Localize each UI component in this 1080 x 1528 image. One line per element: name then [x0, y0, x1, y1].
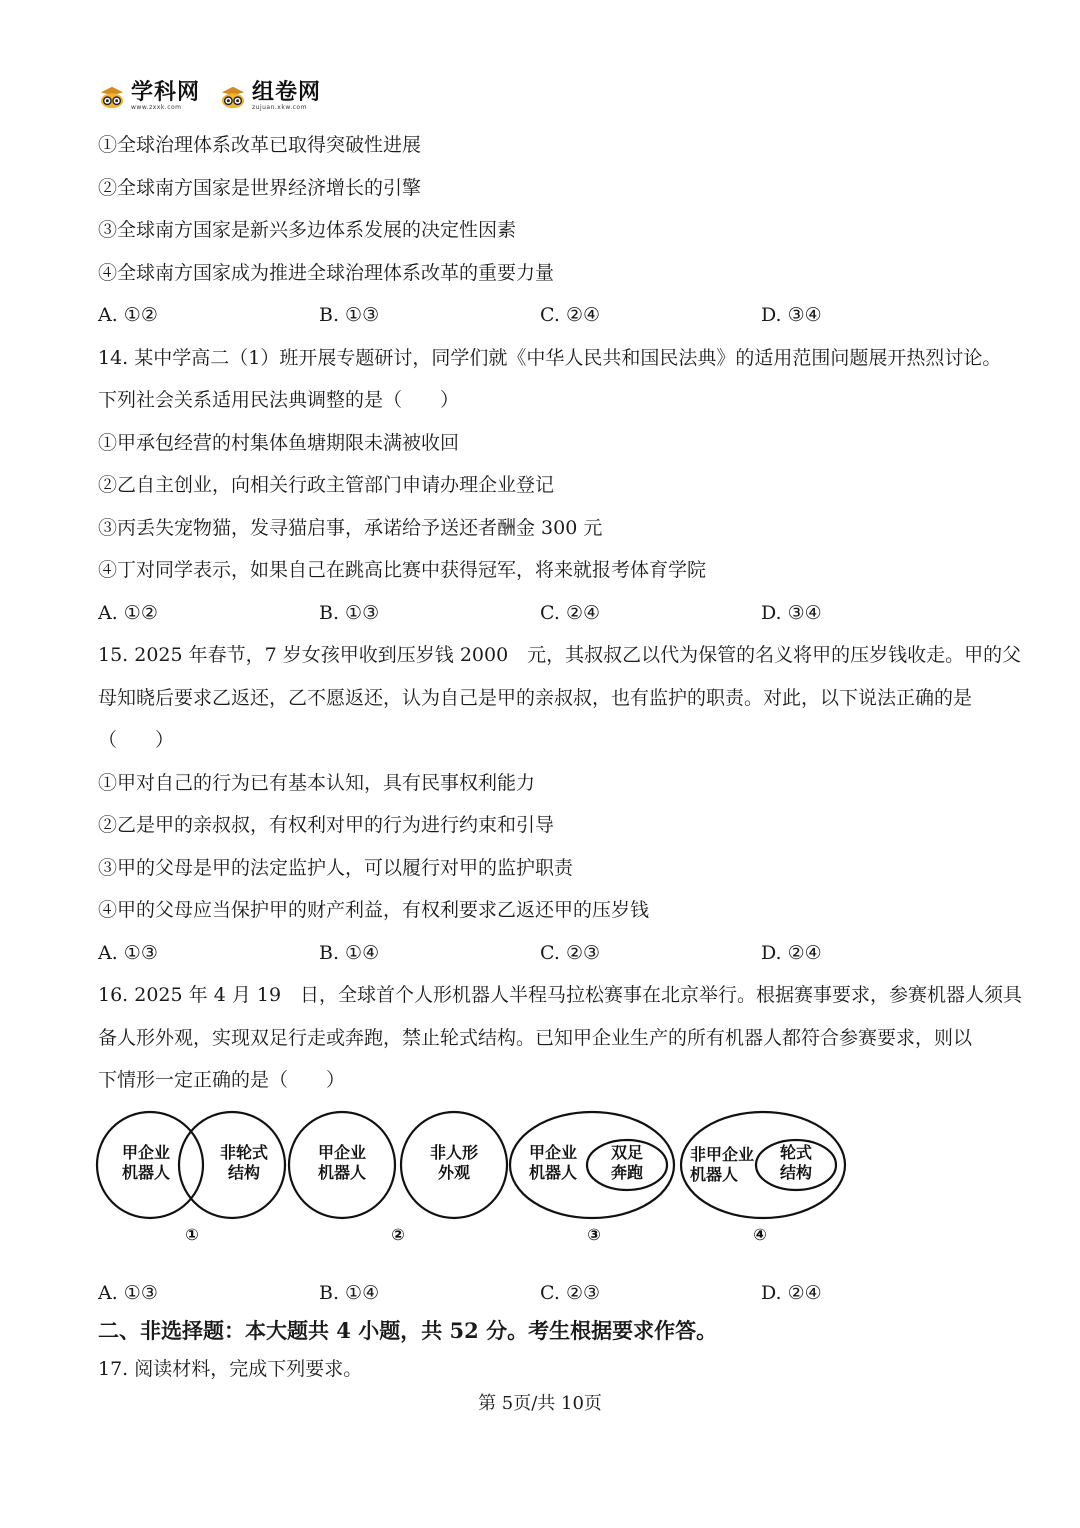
q15-stem-line1: 15. 2025 年春节，7 岁女孩甲收到压岁钱 2000 元，其叔叔乙以代为保管的名义将甲的压岁钱收走。甲的父 — [98, 644, 1022, 666]
diagram-1-b-line2: 结构 — [227, 1163, 261, 1182]
q13-option-c: C. ②④ — [540, 304, 601, 326]
q15-item-4: ④甲的父母应当保护甲的财产利益，有权利要求乙返还甲的压岁钱 — [98, 899, 650, 921]
diagram-4-inner-line2: 结构 — [779, 1163, 813, 1182]
q14-item-2: ②乙自主创业，向相关行政主管部门申请办理企业登记 — [98, 474, 555, 496]
q14-item-1: ①甲承包经营的村集体鱼塘期限未满被收回 — [98, 432, 460, 454]
logo1-url: www.zxxk.com — [131, 104, 182, 111]
q15-item-3: ③甲的父母是甲的法定监护人，可以履行对甲的监护职责 — [98, 857, 574, 879]
diagram-1-b-line1: 非轮式 — [219, 1143, 269, 1162]
diagram-1-number: ① — [185, 1225, 199, 1244]
q14-item-4: ④丁对同学表示，如果自己在跳高比赛中获得冠军，将来就报考体育学院 — [98, 559, 707, 581]
logo1-name: 学科网 — [131, 80, 201, 105]
diagram-4-outer-line2: 机器人 — [689, 1165, 739, 1184]
diagram-3-outer-line2: 机器人 — [528, 1163, 578, 1182]
logo2-url: zujuan.xkw.com — [252, 104, 307, 111]
diagram-3-inner-line2: 奔跑 — [610, 1163, 644, 1182]
q15-stem-line3: （ ） — [98, 729, 175, 751]
q16-venn-diagrams — [0, 1100, 1080, 1250]
q13-item-3: ③全球南方国家是新兴多边体系发展的决定性因素 — [98, 219, 517, 241]
q15-stem-line2: 母知晓后要求乙返还，乙不愿返还，认为自己是甲的亲叔叔，也有监护的职责。对此，以下说法正确的是 — [98, 687, 973, 709]
q16-option-a: A. ①③ — [98, 1282, 158, 1304]
q16-stem-line2: 备人形外观，实现双足行走或奔跑，禁止轮式结构。已知甲企业生产的所有机器人都符合参赛要求，则以 — [98, 1027, 973, 1049]
q13-item-2: ②全球南方国家是世界经济增长的引擎 — [98, 177, 422, 199]
q14-stem-line1: 14. 某中学高二（1）班开展专题研讨，同学们就《中华人民共和国民法典》的适用范围问题展开热烈讨论。 — [98, 347, 1002, 369]
diagram-4-inner-line1: 轮式 — [779, 1143, 813, 1162]
q14-stem-line2: 下列社会关系适用民法典调整的是（ ） — [98, 389, 460, 411]
section-2-title: 二、非选择题：本大题共 4 小题，共 52 分。考生根据要求作答。 — [98, 1318, 718, 1343]
q15-item-2: ②乙是甲的亲叔叔，有权利对甲的行为进行约束和引导 — [98, 814, 555, 836]
diagram-4-number: ④ — [753, 1225, 767, 1244]
q14-option-d: D. ③④ — [761, 602, 822, 624]
diagram-2-a-line2: 机器人 — [317, 1163, 367, 1182]
q14-option-a: A. ①② — [98, 602, 158, 624]
q15-option-a: A. ①③ — [98, 942, 158, 964]
q13-option-b: B. ①③ — [319, 304, 380, 326]
q16-option-b: B. ①④ — [319, 1282, 380, 1304]
diagram-2-b-line2: 外观 — [437, 1163, 471, 1182]
q14-option-c: C. ②④ — [540, 602, 601, 624]
logo-xuekewang — [97, 82, 200, 111]
q13-option-a: A. ①② — [98, 304, 158, 326]
diagram-3-outer-line1: 甲企业 — [528, 1143, 578, 1162]
logo2-name: 组卷网 — [252, 80, 322, 105]
diagram-2-b-line1: 非人形 — [429, 1143, 479, 1162]
q14-item-3: ③丙丢失宠物猫，发寻猫启事，承诺给予送还者酬金 300 元 — [98, 517, 603, 539]
diagram-1-a-line1: 甲企业 — [121, 1143, 171, 1162]
q13-option-d: D. ③④ — [761, 304, 822, 326]
diagram-1-a-line2: 机器人 — [121, 1163, 171, 1182]
q15-option-d: D. ②④ — [761, 942, 822, 964]
q16-stem-line3: 下情形一定正确的是（ ） — [98, 1069, 346, 1091]
page-number: 第 5页/共 10页 — [478, 1393, 602, 1414]
owl-logo-icon — [218, 84, 248, 110]
q13-item-1: ①全球治理体系改革已取得突破性进展 — [98, 134, 422, 156]
q15-option-b: B. ①④ — [319, 942, 380, 964]
logo-zujuanwang — [218, 82, 321, 111]
diagram-2-a-line1: 甲企业 — [317, 1143, 367, 1162]
diagram-2-number: ② — [391, 1225, 405, 1244]
diagram-4-outer-line1: 非甲企业 — [689, 1145, 755, 1164]
q13-item-4: ④全球南方国家成为推进全球治理体系改革的重要力量 — [98, 262, 555, 284]
q16-option-d: D. ②④ — [761, 1282, 822, 1304]
q17-stem: 17. 阅读材料，完成下列要求。 — [98, 1358, 363, 1380]
q16-option-c: C. ②③ — [540, 1282, 601, 1304]
q16-stem-line1: 16. 2025 年 4 月 19 日，全球首个人形机器人半程马拉松赛事在北京举行。根据赛事要求，参赛机器人须具 — [98, 984, 1023, 1006]
diagram-3-inner-line1: 双足 — [610, 1143, 644, 1162]
q15-option-c: C. ②③ — [540, 942, 601, 964]
owl-logo-icon — [97, 84, 127, 110]
q15-item-1: ①甲对自己的行为已有基本认知，具有民事权利能力 — [98, 772, 536, 794]
diagram-3-number: ③ — [587, 1225, 601, 1244]
q14-option-b: B. ①③ — [319, 602, 380, 624]
